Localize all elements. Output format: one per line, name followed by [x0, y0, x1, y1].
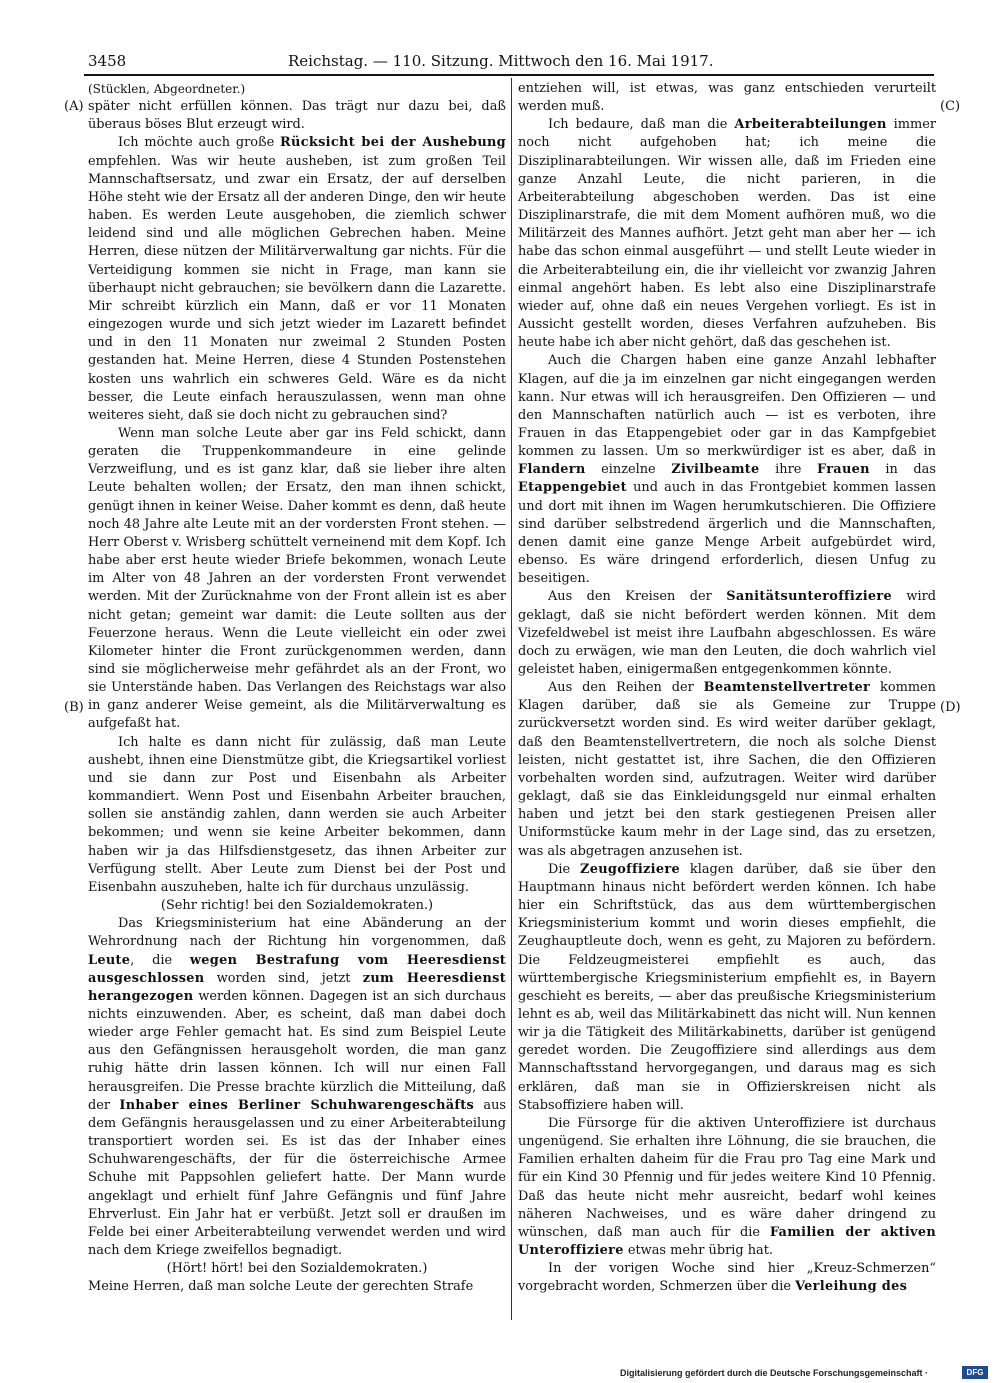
paragraph: Die Fürsorge für die aktiven Unteroffiziere ist durchaus ungenügend. Sie erhalten ihre Löhnung, die sie brauchen, die Familien erhalten daheim für die Frau pro Tag eine Mark und für ein Kind 30 Pfennig und für jedes weitere Kind 10 Pfennig. Daß das heute nicht mehr ausreicht, bedarf wohl keines näheren Nachweises, und es wäre daher dringend zu wünschen, daß man auch für die Familien der aktiven Unteroffiziere etwas mehr übrig hat. [518, 1115, 936, 1258]
paragraph: später nicht erfüllen können. Das trägt nur dazu bei, daß überaus böses Blut erzeugt wird. [88, 99, 506, 133]
emphasis: Frauen [816, 462, 870, 478]
page-number: 3458 [88, 52, 127, 70]
interjection: (Sehr richtig! bei den Sozialdemokraten.) [160, 898, 434, 914]
margin-mark-b: (B) [64, 700, 84, 715]
paragraph: Ich halte es dann nicht für zulässig, daß man Leute aushebt, ihnen eine Dienstmütze gibt, die Kriegsartikel vorliest und sie dann zur Post und Eisenbahn als Arbeiter kommandiert. Wenn Post und Eisenbahn Arbeiter brauchen, sollen sie anständig zahlen, dann werden sie auch Arbeiter bekommen; und wenn sie keine Arbeiter bekommen, dann haben wir ja das Hilfsdienstgesetz, das ihnen Arbeiter zur Verfügung stellt. Aber Leute zum Dienst bei der Post und Eisenbahn auszuheben, halte ich für durchaus unzulässig. [88, 734, 506, 895]
paragraph: entziehen will, ist etwas, was ganz entschieden verurteilt werden muß. [518, 81, 936, 115]
paragraph: Die Zeugoffiziere klagen darüber, daß sie über den Hauptmann hinaus nicht befördert werden können. Ich habe hier ein Schriftstück, das aus dem württembergischen Kriegsministerium kommt und worin dieses empfiehlt, die Zeughauptleute doch, wenn es geht, zu Majoren zu befördern. Die Feldzeugmeisterei empfiehlt es auch, das württembergische Kriegsministerium empfiehlt es, in Bayern geschieht es bereits, — aber das preußische Kriegsministerium lehnt es ab, weil das Militärkabinett das nicht will. Nun kennen wir ja die Tätigkeit des Militärkabinetts, darüber ist genügend geredet worden. Die Zeugoffiziere sind allerdings aus dem Mannschaftsstand hervorgegangen, und daraus mag es sich erklären, daß man sie in Offizierskreisen nicht als Stabsoffiziere haben will. [518, 861, 937, 1113]
running-title: Reichstag. — 110. Sitzung. Mittwoch den 16. Mai 1917. [288, 52, 714, 70]
emphasis: zum Heeresdienst herangezogen [88, 970, 506, 1004]
emphasis: Sanitätsunteroffiziere [726, 589, 892, 605]
paragraph: Meine Herren, daß man solche Leute der gerechten Strafe [88, 1279, 474, 1295]
header-rule [84, 74, 934, 76]
emphasis: Rücksicht bei der Aushebung [280, 135, 506, 151]
right-column [518, 80, 936, 1296]
emphasis: Inhaber eines Berliner Schuhwarengeschäfts [119, 1097, 475, 1113]
interjection: (Hört! hört! bei den Sozialdemokraten.) [166, 1261, 428, 1277]
paragraph: Wenn man solche Leute aber gar ins Feld schickt, dann geraten die Truppenkommandeure in eine gelinde Verzweiflung, und es ist ganz klar, daß sie lieber ihre alten Leute behalten wollen; der Ersatz, den man ihnen schickt, genügt ihnen in keiner Weise. Daher kommt es denn, daß heute noch 48 Jahre alte Leute mit an der vordersten Front stehen. — Herr Oberst v. Wrisberg schüttelt verneinend mit dem Kopf. Ich habe aber erst heute wieder Briefe bekommen, wonach Leute im Alter von 48 Jahren an der vordersten Front verwendet werden. Mit der Zurücknahme von der Front allein ist es aber nicht getan; gemeint war damit: die Leute sollten aus der Feuerzone heraus. Wenn die Leute vielleicht ein oder zwei Kilometer hinter die Front zurückgenommen werden, dann sind sie möglicherweise mehr gefährdet als an der Front, wo sie Unterstände haben. Das Verlangen des Reichstags war also in ganz anderer Weise gemeint, als die Militärverwaltung es aufgefaßt hat. [88, 425, 506, 732]
emphasis: Familien der aktiven Unteroffiziere [518, 1224, 936, 1258]
emphasis: Leute [88, 952, 131, 968]
emphasis: Verleihung des [795, 1279, 908, 1295]
margin-mark-c: (C) [940, 99, 961, 114]
emphasis: Zivilbeamte [671, 462, 760, 478]
emphasis: Etappengebiet [518, 480, 627, 496]
paragraph: Aus den Kreisen der Sanitätsunteroffiziere wird geklagt, daß sie nicht befördert werden können. Mit dem Vizefeldwebel ist meist ihre Laufbahn abgeschlossen. Es wäre doch zu erwägen, wie man den Leuten, die doch wahrlich viel geleistet haben, einigermaßen entgegenkommen könnte. [518, 589, 936, 677]
margin-mark-d: (D) [940, 700, 961, 715]
page-header [88, 52, 934, 74]
emphasis: Zeugoffiziere [580, 861, 680, 877]
emphasis: Flandern [518, 462, 586, 478]
paragraph: Das Kriegsministerium hat eine Abänderung an der Wehrordnung nach der Richtung hin vorgenommen, daß Leute, die wegen Bestrafung vom Heeresdienst ausgeschlossen worden sind, jetzt zum Heeresdienst herangezogen werden können. Dagegen ist an sich durchaus nichts einzuwenden. Aber, es scheint, daß man dabei doch wieder arge Fehler gemacht hat. Es sind zum Beispiel Leute aus den Gefängnissen herausgeholt worden, die man ganz ruhig hätte drin lassen können. Ich will nur einen Fall herausgreifen. Die Presse brachte kürzlich die Mitteilung, daß der Inhaber eines Berliner Schuhwarengeschäfts aus dem Gefängnis herausgelassen und zu einer Arbeiterabteilung transportiert worden sei. Es ist das der Inhaber eines Schuhwarengeschäfts, der für die österreichische Armee Schuhe mit Pappsohlen geliefert hatte. Der Mann wurde angeklagt und erhielt fünf Jahre Gefängnis und fünf Jahre Ehrverlust. Ein Jahr hat er verbüßt. Jetzt soll er draußen im Felde bei einer Arbeiterabteilung verwendet werden und wird nach dem Kriege zweifellos begnadigt. [88, 916, 507, 1258]
paragraph: Ich bedaure, daß man die Arbeiterabteilungen immer noch nicht aufgehoben hat; ich meine die Disziplinarabteilungen. Wir wissen alle, daß im Frieden eine ganze Anzahl Leute, die nicht parieren, in die Arbeiterabteilung abgeschoben werden. Das ist eine Disziplinarstrafe, die mit dem Moment aufhören muß, wo die Militärzeit des Mannes aufhört. Jetzt geht man aber her — ich habe das schon einmal ausgeführt — und stellt Leute wieder in die Arbeiterabteilung ein, die ihr vielleicht vor zwanzig Jahren einmal angehört haben. Es lebt also eine Disziplinarstrafe wieder auf, ohne daß ein neues Vergehen vorliegt. Es ist in Aussicht gestellt worden, dieses Verfahren aufzuheben. Bis heute habe ich aber nicht gehört, daß das geschehen ist. [518, 117, 936, 351]
paragraph: Ich möchte auch große Rücksicht bei der Aushebung empfehlen. Was wir heute ausheben, ist zum großen Teil Mannschaftsersatz, und zwar ein Ersatz, der auf derselben Höhe steht wie der Ersatz all der anderen Dinge, den wir heute haben. Es werden Leute ausgehoben, die ziemlich schwer leidend sind und alle möglichen Gebrechen haben. Meine Herren, diese nützen der Militärverwaltung gar nichts. Für die Verteidigung kommen sie nicht in Frage, man kann sie überhaupt nicht gebrauchen; sie bevölkern dann die Lazarette. Mir schreibt kürzlich ein Mann, daß er vor 11 Monaten eingezogen wurde und sich jetzt wieder im Lazarett befindet und in den 11 Monaten nur zweimal 2 Stunden Posten gestanden hat. Meine Herren, diese 4 Stunden Postenstehen kosten uns wahrlich ein schweres Geld. Wäre es da nicht besser, die Leute einfach herauszulassen, wenn man ohne weiteres sieht, daß sie doch nicht zu gebrauchen sind? [88, 135, 506, 423]
digitization-credit: Digitalisierung gefördert durch die Deutsche Forschungsgemeinschaft · [620, 1368, 929, 1378]
margin-mark-a: (A) [64, 99, 84, 114]
emphasis: Arbeiterabteilungen [734, 117, 887, 133]
speaker-attribution: (Stücklen, Abgeordneter.) [88, 82, 246, 96]
left-column [88, 80, 506, 1296]
paragraph: Aus den Reihen der Beamtenstellvertreter kommen Klagen darüber, daß sie als Gemeine zur Truppe zurückversetzt worden sind. Es wird weiter darüber geklagt, daß den Beamtenstellvertretern, die noch als solche Dienst leisten, nicht gestattet ist, ihre Sachen, die den Offizieren vorbehalten worden sind, aufzutragen. Weiter wird darüber geklagt, daß sie das Einkleidungsgeld nur einmal erhalten haben und jetzt bei den stark gestiegenen Preisen aller Uniformstücke kaum mehr in der Lage sind, das zu ersetzen, was als abgetragen anzusehen ist. [518, 680, 936, 859]
emphasis: Beamtenstellvertreter [703, 680, 871, 696]
paragraph: In der vorigen Woche sind hier „Kreuz-Schmerzen“ vorgebracht worden, Schmerzen über die Verleihung des [518, 1261, 936, 1295]
paragraph: Auch die Chargen haben eine ganze Anzahl lebhafter Klagen, auf die ja im einzelnen gar nicht eingegangen werden kann. Nur etwas will ich herausgreifen. Den Offizieren — und den Mannschaften natürlich auch — ist es verboten, ihre Frauen in das Etappengebiet oder gar in das Kampfgebiet kommen zu lassen. Um so merkwürdiger ist es aber, daß in Flandern einzelne Zivilbeamte ihre Frauen in das Etappengebiet und auch in das Frontgebiet kommen lassen und dort mit ihnen im Wagen herumkutschieren. Die Offiziere sind darüber selbstredend ärgerlich und die Mannschaften, denen damit eine ganze Menge Arbeit aufgebürdet wird, ebenso. Es wäre dringend erforderlich, diesen Unfug zu beseitigen. [518, 353, 936, 587]
column-divider [511, 78, 512, 1320]
emphasis: wegen Bestrafung vom Heeresdienst ausgeschlossen [88, 952, 507, 986]
dfg-logo: DFG [962, 1366, 988, 1379]
